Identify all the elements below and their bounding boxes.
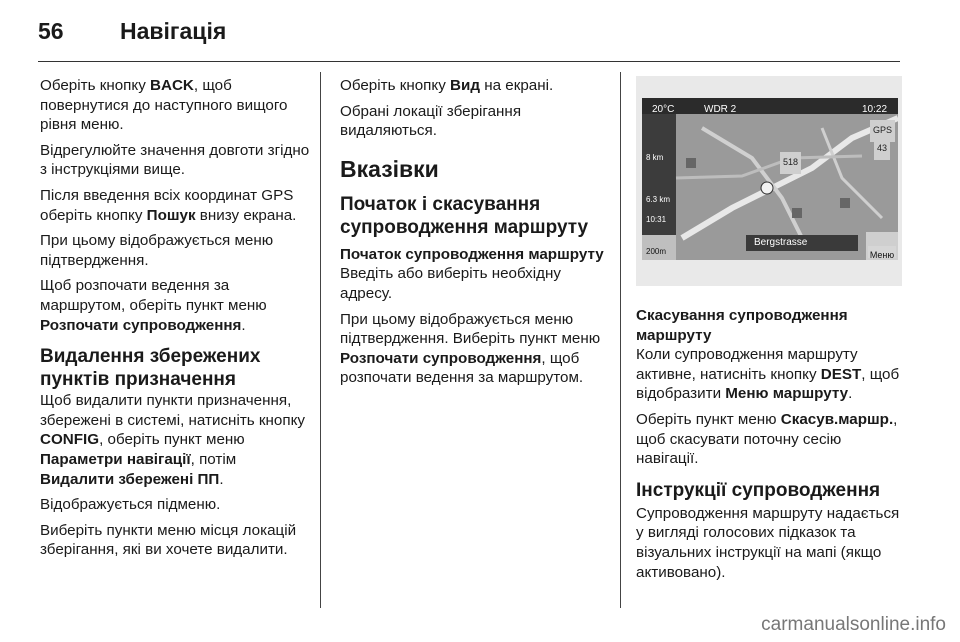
subsection-heading: Початок супроводження маршруту <box>340 245 604 263</box>
paragraph: Оберіть кнопку Вид на екрані. <box>340 77 554 94</box>
page-title: Навігація <box>120 18 227 44</box>
column-middle <box>340 76 608 394</box>
gps-indicator: GPS <box>870 120 895 142</box>
paragraph: При цьому відображується меню підтвердження. <box>40 232 274 269</box>
road-sign: 43 <box>874 138 890 160</box>
radio-station: WDR 2 <box>704 104 737 115</box>
page-number: 56 <box>38 18 64 44</box>
navigation-screen <box>642 98 898 260</box>
distance-remaining: 6.3 km <box>646 195 671 204</box>
paragraph: Коли супроводження маршруту активне, натисніть кнопку DEST, щоб відобразити Меню маршруту. <box>636 346 900 403</box>
chapter-heading: Вказівки <box>340 155 439 182</box>
subsection-heading: Скасування супроводження маршруту <box>636 307 848 344</box>
paragraph: Обрані локації зберігання видаляються. <box>340 102 522 140</box>
navigation-screen-figure <box>636 76 902 286</box>
column-left <box>40 76 312 566</box>
paragraph: Виберіть пункти меню місця локацій зберігання, які ви хочете видалити. <box>40 521 297 559</box>
paragraph: Після введення всіх координат GPS оберіть кнопку Пошук внизу екрана. <box>40 186 297 224</box>
section-heading: Початок і скасування супроводження маршруту <box>340 193 589 238</box>
paragraph: Відрегулюйте значення довготи згідно з інструкціями вище. <box>40 141 310 179</box>
section-heading: Видалення збережених пунктів призначення <box>40 346 261 391</box>
section-heading: Інструкції супроводження <box>636 479 881 501</box>
column-divider-2 <box>620 72 621 608</box>
menu-button[interactable]: Меню <box>868 246 896 258</box>
paragraph: Оберіть пункт меню Скасув.маршр., щоб скасувати поточну сесію навігації. <box>636 410 898 468</box>
paragraph: Відображується підменю. <box>40 496 221 514</box>
paragraph: Введіть або виберіть необхідну адресу. <box>340 265 561 302</box>
map-scale: 200m <box>646 247 667 256</box>
paragraph: Щоб видалити пункти призначення, збережені в системі, натисніть кнопку CONFIG, оберіть пункт меню Параметри навігації, потім Видалити збережені ПП. <box>40 392 306 488</box>
road-sign: 518 <box>780 152 801 174</box>
temperature: 20°C <box>652 104 675 115</box>
column-divider-1 <box>320 72 321 608</box>
clock: 10:22 <box>862 104 888 115</box>
arrival-time: 10:31 <box>646 215 667 224</box>
paragraph: При цьому відображується меню підтвердження. Виберіть пункт меню Розпочати супроводження, щоб розпочати ведення за маршрутом. <box>340 310 601 387</box>
paragraph: Щоб розпочати ведення за маршрутом, оберіть пункт меню Розпочати супроводження. <box>40 277 267 334</box>
paragraph: Супроводження маршруту надається у вигляді голосових підказок та візуальних інструкції на мапі (якщо активовано). <box>636 504 900 581</box>
watermark: carmanualsonline.info <box>761 614 946 635</box>
header-divider <box>38 61 900 62</box>
current-street: Bergstrasse <box>746 235 858 251</box>
column-right <box>636 76 904 588</box>
distance-to-turn: 8 km <box>646 153 664 162</box>
page-header <box>38 18 226 45</box>
paragraph: Оберіть кнопку BACK, щоб повернутися до наступного вищого рівня меню. <box>40 77 288 134</box>
